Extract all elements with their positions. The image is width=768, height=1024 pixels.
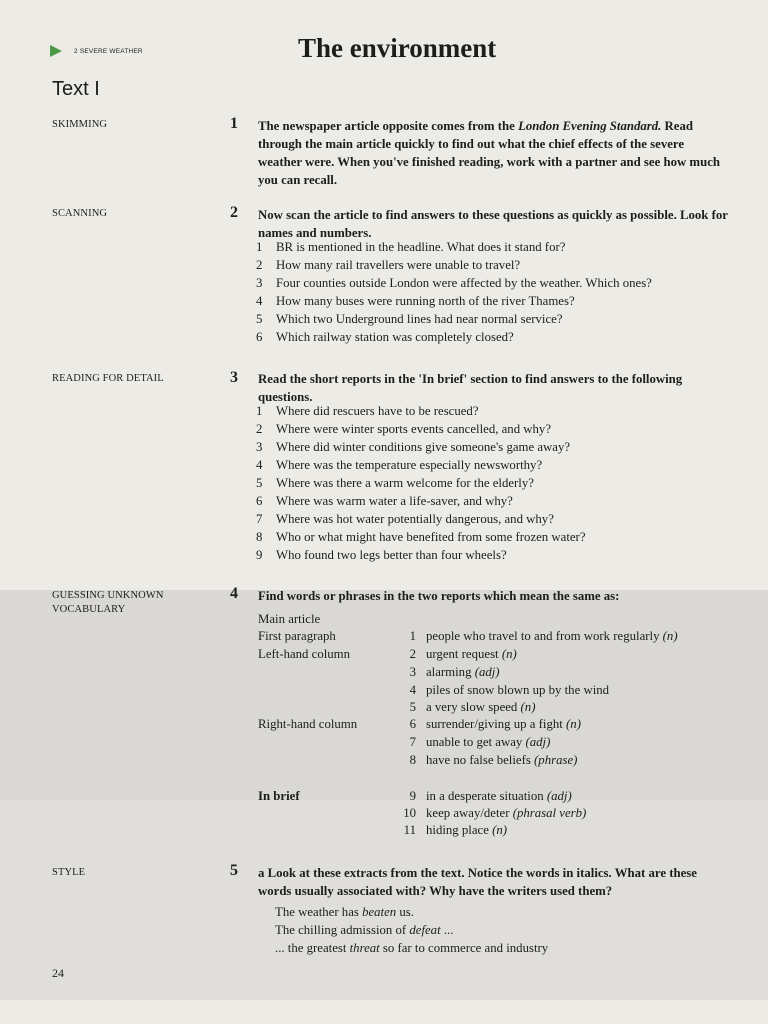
vocab-item: 7 unable to get away (adj) bbox=[409, 735, 551, 749]
exercise-number-2: 2 bbox=[230, 204, 238, 221]
page-number: 24 bbox=[52, 966, 64, 980]
vocab-item: 5 a very slow speed (n) bbox=[409, 700, 536, 714]
scan-question: 5 Which two Underground lines had near normal service? bbox=[256, 312, 563, 326]
main-article-heading: Main article bbox=[258, 612, 321, 626]
vocab-item: 1 people who travel to and from work regularly (n) bbox=[409, 629, 678, 643]
exercise-number-3: 3 bbox=[230, 369, 238, 386]
scan-question: 2 How many rail travellers were unable to travel? bbox=[256, 258, 521, 272]
detail-question: 7 Where was hot water potentially dangerous, and why? bbox=[256, 512, 554, 526]
vocab-item: 4 piles of snow blown up by the wind bbox=[409, 683, 610, 697]
scan-question: 4 How many buses were running north of the river Thames? bbox=[256, 294, 575, 308]
vocab-item: 3 alarming (adj) bbox=[409, 665, 500, 679]
exercise-number-5: 5 bbox=[230, 862, 238, 879]
scanning-instruction: Now scan the article to find answers to these questions as quickly as possible. Look for names and numbers. bbox=[258, 208, 728, 240]
exercise-number-4: 4 bbox=[230, 585, 238, 602]
detail-question: 4 Where was the temperature especially newsworthy? bbox=[256, 458, 543, 472]
style-extract: ... the greatest threat so far to commerce and industry bbox=[275, 941, 549, 955]
style-extract: The weather has beaten us. bbox=[275, 905, 414, 919]
detail-question: 6 Where was warm water a life-saver, and why? bbox=[256, 494, 513, 508]
first-paragraph-label: First paragraph bbox=[258, 629, 336, 643]
vocab-item: 11 hiding place (n) bbox=[403, 823, 508, 837]
style-instruction: a Look at these extracts from the text. Notice the words in italics. What are these words usually associated with? Why have the writers used them? bbox=[258, 866, 697, 898]
scan-question: 1 BR is mentioned in the headline. What does it stand for? bbox=[256, 240, 566, 254]
unit-label: 2 SEVERE WEATHER bbox=[74, 48, 143, 55]
skimming-text-after: Read through the main article quickly to find out what the chief effects of the severe weather were. When you've finished reading, work with a partner and see how much you can recall. bbox=[258, 119, 721, 187]
detail-question: 3 Where did winter conditions give someone's game away? bbox=[256, 440, 571, 454]
page-title: The environment bbox=[298, 33, 497, 63]
exercise-number-1: 1 bbox=[230, 115, 238, 132]
detail-question: 9 Who found two legs better than four wheels? bbox=[256, 548, 507, 562]
in-brief-label: In brief bbox=[258, 789, 300, 803]
play-arrow-icon bbox=[50, 45, 62, 57]
skimming-instruction bbox=[258, 117, 728, 189]
detail-question: 1 Where did rescuers have to be rescued? bbox=[256, 404, 479, 418]
vocab-item: 10 keep away/deter (phrasal verb) bbox=[403, 806, 587, 820]
skimming-label: SKIMMING bbox=[52, 119, 108, 130]
text-heading: Text I bbox=[52, 78, 100, 100]
shaded-band-lower bbox=[0, 800, 768, 1000]
left-column-label: Left-hand column bbox=[258, 647, 351, 661]
style-label: STYLE bbox=[52, 867, 86, 878]
vocabulary-instruction: Find words or phrases in the two reports which mean the same as: bbox=[258, 589, 620, 603]
detail-question: 2 Where were winter sports events cancelled, and why? bbox=[256, 422, 552, 436]
vocab-item: 2 urgent request (n) bbox=[409, 647, 517, 661]
vocab-item: 6 surrender/giving up a fight (n) bbox=[409, 717, 581, 731]
shaded-band bbox=[0, 590, 768, 800]
vocab-item: 8 have no false beliefs (phrase) bbox=[409, 753, 578, 767]
scanning-label: SCANNING bbox=[52, 208, 108, 219]
scan-question: 3 Four counties outside London were affected by the weather. Which ones? bbox=[256, 276, 652, 290]
style-extract: The chilling admission of defeat ... bbox=[275, 923, 454, 937]
reading-detail-label: READING FOR DETAIL bbox=[52, 373, 164, 384]
skimming-text-before: The newspaper article opposite comes from the bbox=[258, 119, 519, 133]
vocabulary-label: GUESSING UNKNOWN VOCABULARY bbox=[52, 590, 164, 615]
right-column-label: Right-hand column bbox=[258, 717, 358, 731]
vocab-item: 9 in a desperate situation (adj) bbox=[409, 789, 572, 803]
detail-question: 8 Who or what might have benefited from some frozen water? bbox=[256, 530, 586, 544]
scan-question: 6 Which railway station was completely closed? bbox=[256, 330, 514, 344]
skimming-source: London Evening Standard. bbox=[518, 119, 662, 133]
reading-detail-instruction: Read the short reports in the 'In brief' section to find answers to the following questions. bbox=[258, 372, 683, 404]
detail-question: 5 Where was there a warm welcome for the elderly? bbox=[256, 476, 534, 490]
